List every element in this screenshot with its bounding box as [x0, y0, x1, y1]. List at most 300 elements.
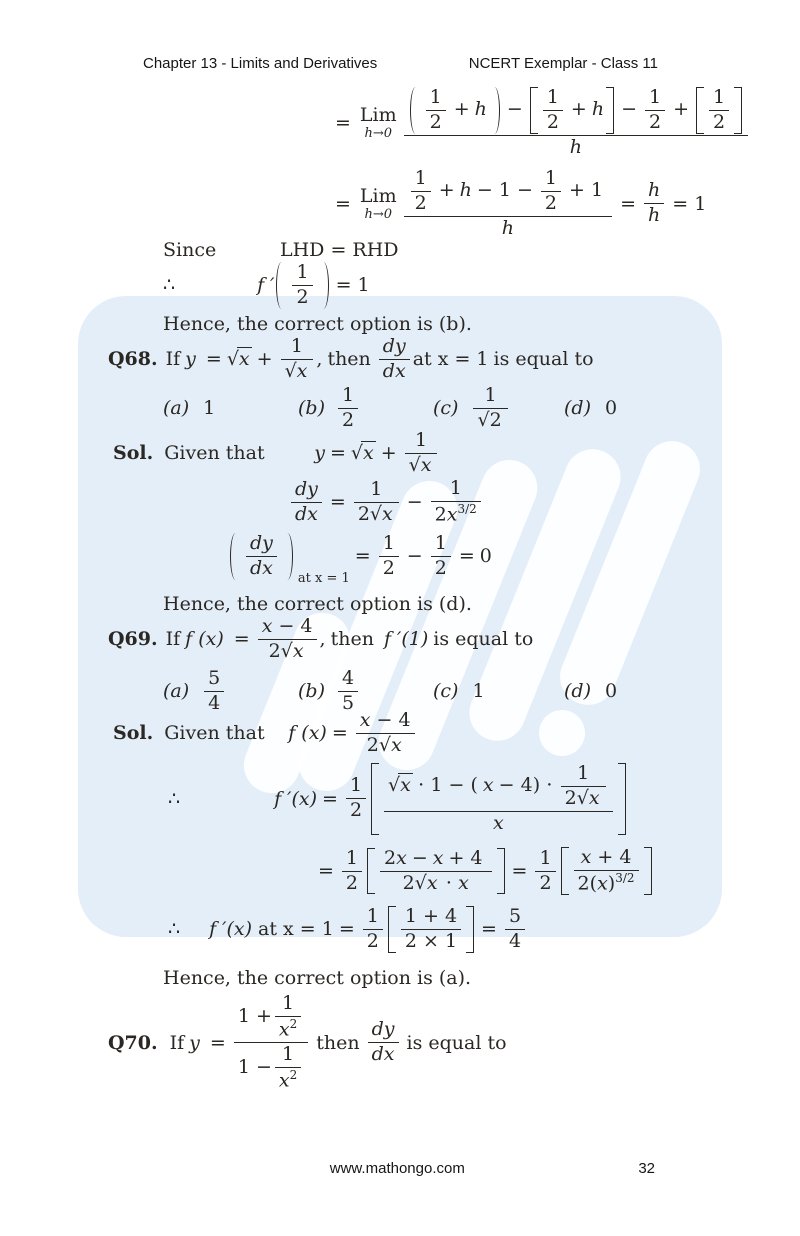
math-token: 4	[505, 929, 525, 953]
math-token: Lim	[359, 103, 397, 126]
sqrt	[409, 454, 434, 476]
bracketed-expression	[559, 847, 654, 895]
math-token: 4	[204, 691, 224, 715]
math-token: +	[438, 179, 455, 202]
option-c	[433, 385, 564, 432]
math-token: 2	[379, 556, 399, 580]
math-token: 1	[282, 992, 295, 1014]
fraction	[379, 336, 410, 383]
math-token: 1	[290, 335, 304, 357]
fraction	[246, 533, 277, 580]
exponent: 3/2	[457, 501, 477, 516]
math-token: x	[261, 615, 273, 637]
fraction	[431, 533, 451, 580]
math-token: 2 × 1	[401, 929, 461, 953]
math-token: =	[335, 111, 351, 134]
hence-text: Hence, the correct option is (b).	[163, 313, 472, 335]
fraction	[291, 479, 322, 526]
math-token: =	[338, 918, 355, 941]
radical-sign: √	[369, 502, 383, 525]
math-token: dy	[295, 477, 318, 500]
hence-text: Hence, the correct option is (a).	[163, 967, 472, 989]
math-token: 1	[345, 846, 359, 869]
question-70	[108, 993, 512, 1092]
footer-site: www.mathongo.com	[329, 1160, 465, 1177]
math-token: + 4	[448, 846, 483, 869]
solution-69-simplified	[313, 847, 654, 895]
bracket-right	[466, 906, 474, 953]
math-token: dx	[379, 359, 410, 383]
fraction	[505, 906, 525, 953]
math-token: If	[165, 348, 181, 371]
hence-text: Hence, the correct option is (d).	[163, 593, 472, 615]
fraction	[281, 336, 314, 383]
math-token: x	[278, 1069, 290, 1092]
chapter-title: Chapter 13 - Limits and Derivatives	[143, 55, 378, 72]
fraction	[363, 906, 383, 953]
math-token: ⋅ 1 − (	[417, 774, 478, 797]
option-letter: (c)	[433, 680, 459, 703]
math-token: 1	[342, 384, 355, 406]
parenthesized-fraction	[274, 262, 330, 309]
math-token: 5	[338, 691, 358, 715]
fraction	[473, 385, 507, 432]
paren-left	[410, 87, 421, 134]
math-token: ⋅	[445, 871, 453, 894]
hence-option-d	[163, 593, 472, 615]
math-token: 1	[349, 774, 363, 797]
math-token: x	[238, 348, 250, 371]
option-d	[564, 680, 617, 702]
sqrt	[285, 360, 310, 382]
exponent: 3/2	[615, 870, 635, 885]
paren-left	[276, 262, 287, 309]
fraction	[561, 763, 606, 810]
math-token: h	[404, 135, 748, 159]
math-token: + 1	[569, 179, 604, 202]
bracket-right	[606, 87, 614, 134]
math-token: dy	[250, 532, 273, 554]
math-token: x	[390, 733, 402, 756]
fraction	[275, 1044, 301, 1092]
fraction	[368, 1019, 399, 1066]
fraction	[275, 993, 301, 1041]
math-token: 5	[508, 905, 522, 927]
math-token: − 4) ⋅	[498, 774, 553, 797]
math-token: =	[511, 860, 528, 882]
paren-right	[489, 87, 500, 134]
option-letter: (b)	[298, 680, 325, 703]
math-token: x	[363, 442, 374, 465]
paren-right	[318, 262, 329, 309]
math-token: x	[396, 846, 407, 869]
given-that-label: Given that	[164, 722, 265, 745]
math-token: 2	[535, 871, 555, 895]
math-token: =	[329, 442, 346, 465]
fraction	[346, 775, 366, 822]
math-token: x	[382, 502, 393, 525]
math-token: x	[420, 453, 432, 476]
math-token: =	[233, 628, 250, 651]
math-token: dx	[368, 1042, 399, 1066]
math-token: 2	[411, 191, 431, 215]
math-token: 1	[577, 762, 590, 784]
math-token: =	[335, 192, 351, 215]
math-token: 2	[564, 786, 577, 809]
math-token: 2	[645, 110, 665, 134]
solution-68-given	[113, 430, 440, 477]
math-token: =	[322, 787, 338, 810]
math-token: h	[591, 98, 605, 121]
bracket-right	[734, 87, 742, 134]
solution-69-derivative	[168, 763, 628, 835]
paren-left	[230, 533, 241, 580]
math-token: =	[209, 1031, 226, 1054]
fraction	[380, 848, 492, 895]
bracketed-expression	[365, 848, 507, 895]
solution-69-given	[113, 710, 418, 757]
bracket-right	[618, 763, 626, 835]
math-token: 1	[449, 477, 462, 499]
therefore-symbol: ∴	[168, 787, 181, 810]
math-token: h	[459, 179, 472, 202]
therefore-symbol: ∴	[168, 918, 181, 941]
sqrt	[370, 503, 395, 525]
math-token: 1	[282, 1043, 295, 1066]
radical-sign: √	[226, 348, 239, 371]
math-token: x	[359, 709, 371, 731]
option-a	[163, 397, 298, 419]
parenthesized-fraction	[228, 532, 350, 586]
math-token: −	[506, 98, 523, 121]
math-token: −	[621, 98, 638, 121]
math-token: −	[411, 846, 428, 869]
exponent: 2	[289, 1067, 298, 1082]
math-token: 2	[366, 733, 379, 756]
fraction	[356, 710, 415, 757]
math-token: 2	[426, 110, 446, 134]
math-token: f ′(x)	[274, 787, 318, 810]
therefore-symbol: ∴	[163, 274, 176, 297]
math-token: 1	[429, 86, 442, 108]
math-token: = 1	[672, 192, 707, 215]
fraction	[338, 385, 358, 432]
math-token: x	[296, 359, 308, 382]
math-token: 1	[370, 477, 383, 500]
solution-69-evaluation	[168, 906, 528, 953]
math-token: x	[446, 503, 458, 526]
math-token: dx	[291, 502, 322, 526]
option-value: 1	[472, 680, 485, 703]
math-token: +	[453, 98, 470, 121]
math-token: 2	[431, 556, 451, 580]
option-letter: (a)	[163, 397, 190, 420]
math-token: 1	[415, 429, 428, 451]
math-token: − 1 −	[476, 179, 533, 202]
math-token: f ′	[257, 274, 275, 297]
fraction	[292, 262, 312, 309]
option-letter: (d)	[564, 397, 591, 420]
math-token: is equal to	[406, 1031, 507, 1054]
fraction	[709, 87, 729, 134]
math-token: dx	[246, 556, 277, 580]
math-token: 2	[543, 110, 563, 134]
math-token: 2	[541, 191, 561, 215]
sqrt	[577, 787, 602, 809]
math-token: then	[327, 348, 371, 371]
bracketed-expression	[369, 763, 628, 835]
question-number: Q68.	[108, 348, 158, 371]
fraction	[338, 668, 358, 715]
math-token: h→0	[364, 206, 393, 222]
math-token: 2	[489, 408, 502, 431]
fraction	[342, 848, 362, 895]
math-token: − 4	[278, 615, 313, 637]
math-token: at x = 1	[258, 918, 334, 941]
hence-option-b	[163, 313, 472, 335]
math-token: 2	[338, 408, 358, 432]
radical-sign: √	[477, 408, 490, 431]
radical-sign: √	[280, 639, 293, 662]
math-token: =	[329, 491, 346, 513]
math-token: 1	[649, 86, 662, 108]
paren-right	[282, 533, 293, 580]
fraction	[234, 993, 308, 1092]
math-token: 4	[342, 667, 355, 689]
math-token: −	[406, 491, 423, 513]
sqrt	[227, 348, 252, 370]
bracket-left	[530, 87, 538, 134]
fraction	[405, 430, 438, 477]
solution-68-derivative	[288, 478, 484, 526]
bracket-left	[388, 906, 396, 953]
math-token: 1	[414, 167, 427, 189]
math-token: 2(	[577, 872, 598, 895]
math-token: at x = 1	[412, 348, 489, 371]
fraction	[384, 763, 613, 835]
math-token: h→0	[364, 125, 393, 141]
math-token: =	[620, 192, 636, 215]
fraction	[404, 168, 612, 240]
math-token: f (x)	[288, 722, 327, 745]
equation-limit-2	[330, 168, 711, 240]
math-token: 2	[357, 502, 370, 525]
math-token: Lim	[359, 184, 397, 207]
radical-sign: √	[350, 442, 363, 465]
math-token: x	[426, 871, 438, 894]
math-token: 1	[544, 167, 558, 189]
math-token: x	[597, 872, 608, 895]
fraction	[426, 87, 446, 134]
math-token: −	[406, 545, 423, 568]
math-token: =	[331, 722, 348, 745]
bracket-right	[497, 848, 505, 895]
math-token: f (x)	[185, 628, 224, 651]
math-token: +	[570, 98, 587, 121]
math-token: 1	[539, 846, 552, 869]
bracket-left	[696, 87, 704, 134]
option-letter: (a)	[163, 680, 190, 703]
math-token: then	[330, 628, 374, 651]
math-token: h	[648, 179, 661, 202]
fraction	[645, 87, 665, 134]
math-token: 2	[268, 639, 281, 662]
math-token: If	[169, 1031, 185, 1054]
fraction	[574, 847, 639, 895]
q68-options-row	[163, 385, 617, 432]
math-token: 1	[296, 261, 309, 283]
sqrt	[281, 640, 306, 662]
math-token: h	[644, 203, 664, 227]
math-token: y	[314, 442, 325, 465]
bracket-left	[367, 848, 375, 895]
sol-label: Sol.	[113, 442, 154, 465]
math-token: =	[205, 348, 222, 371]
radical-sign: √	[284, 359, 297, 382]
radical-sign: √	[576, 786, 589, 809]
math-token: = 1	[335, 274, 370, 297]
math-token: 1 −	[237, 1056, 272, 1079]
math-token: x	[458, 871, 469, 894]
bracketed-expression	[386, 906, 476, 953]
math-token: x	[588, 786, 600, 809]
option-letter: (c)	[433, 397, 459, 420]
fraction	[204, 668, 224, 715]
math-token: +	[256, 348, 273, 371]
bracket-left	[561, 847, 569, 895]
q69-options-row	[163, 668, 617, 715]
sqrt	[379, 734, 404, 756]
math-token: =	[458, 545, 475, 568]
math-token: ,	[316, 348, 323, 371]
option-value: 1	[203, 397, 216, 420]
math-token: +	[380, 442, 397, 465]
option-letter: (b)	[298, 397, 325, 420]
math-token: x	[384, 811, 613, 835]
given-that-label: Given that	[164, 442, 265, 465]
radical-sign: √	[408, 453, 421, 476]
fraction	[411, 168, 431, 215]
question-number: Q69.	[108, 628, 158, 651]
fraction	[401, 906, 461, 953]
question-68	[108, 336, 599, 383]
math-token: 5	[208, 667, 221, 689]
math-token: )	[607, 872, 616, 895]
math-token: h	[474, 98, 487, 121]
sqrt	[477, 409, 503, 431]
math-token: 1 + 4	[404, 905, 458, 927]
math-token: dy	[382, 335, 406, 357]
footer-page-number: 32	[638, 1160, 655, 1177]
math-token: x	[278, 1018, 290, 1041]
fraction	[258, 616, 317, 663]
evaluation-subscript: at x = 1	[297, 570, 350, 586]
math-token: x	[400, 774, 411, 797]
math-token: h	[404, 216, 612, 240]
bracket-right	[644, 847, 652, 895]
math-token: 2	[363, 929, 383, 953]
math-token: 2	[292, 285, 312, 309]
math-token: 2	[384, 846, 397, 869]
option-value: 0	[605, 397, 618, 420]
question-69	[108, 616, 533, 663]
math-token: is equal to	[433, 628, 534, 651]
math-token: 2	[346, 798, 366, 822]
option-c	[433, 680, 564, 702]
math-token: +	[673, 98, 690, 121]
math-token: x	[580, 846, 592, 868]
option-letter: (d)	[564, 680, 591, 703]
math-token: 2	[434, 503, 447, 526]
question-number: Q70.	[108, 1031, 158, 1054]
fraction	[431, 478, 481, 526]
option-a	[163, 668, 298, 715]
lim-operator	[359, 103, 397, 141]
since-label: Since	[163, 239, 217, 261]
hence-option-a	[163, 967, 471, 989]
option-d	[564, 397, 617, 419]
fraction	[644, 180, 664, 227]
conclusion-f-prime-half	[163, 262, 375, 309]
lhd-rhd-text: LHD = RHD	[280, 239, 399, 261]
math-token: ,	[319, 628, 326, 651]
math-token: y	[189, 1031, 200, 1054]
lim-operator	[359, 184, 397, 222]
math-token: If	[165, 628, 181, 651]
math-token: 2	[709, 110, 729, 134]
equation-limit-1	[330, 87, 751, 159]
radical-sign: √	[388, 774, 401, 797]
fraction	[354, 479, 399, 526]
bracket-left	[371, 763, 379, 835]
sol-label: Sol.	[113, 722, 154, 745]
sqrt	[351, 442, 376, 464]
math-token: + 4	[597, 846, 632, 868]
option-b	[298, 668, 433, 715]
math-token: 0	[479, 545, 492, 568]
math-token: y	[185, 348, 196, 371]
solution-68-evaluation	[228, 532, 492, 586]
math-token: x	[432, 846, 444, 869]
fraction	[543, 87, 563, 134]
since-row	[163, 239, 399, 261]
fraction	[404, 87, 748, 159]
option-value: 0	[605, 680, 618, 703]
math-token: 1 +	[237, 1005, 272, 1028]
fraction	[535, 848, 555, 895]
radical-sign: √	[414, 871, 427, 894]
math-token: x	[482, 774, 494, 797]
fraction	[379, 533, 399, 580]
math-token: x	[292, 639, 304, 662]
math-token: 1	[546, 86, 559, 108]
math-token: f ′(1)	[383, 628, 429, 651]
math-token: then	[316, 1031, 360, 1054]
math-token: dy	[371, 1018, 395, 1041]
fraction	[541, 168, 561, 215]
math-token: f ′(x)	[209, 918, 253, 941]
math-token: is equal to	[493, 348, 594, 371]
math-token: 2	[342, 871, 362, 895]
math-token: 2	[402, 871, 415, 894]
sqrt	[415, 872, 440, 894]
math-token: − 4	[376, 709, 411, 731]
math-token: 1	[713, 86, 726, 108]
radical-sign: √	[378, 733, 391, 756]
math-token: =	[481, 918, 497, 941]
math-token: =	[318, 860, 334, 882]
math-token: =	[354, 545, 371, 568]
